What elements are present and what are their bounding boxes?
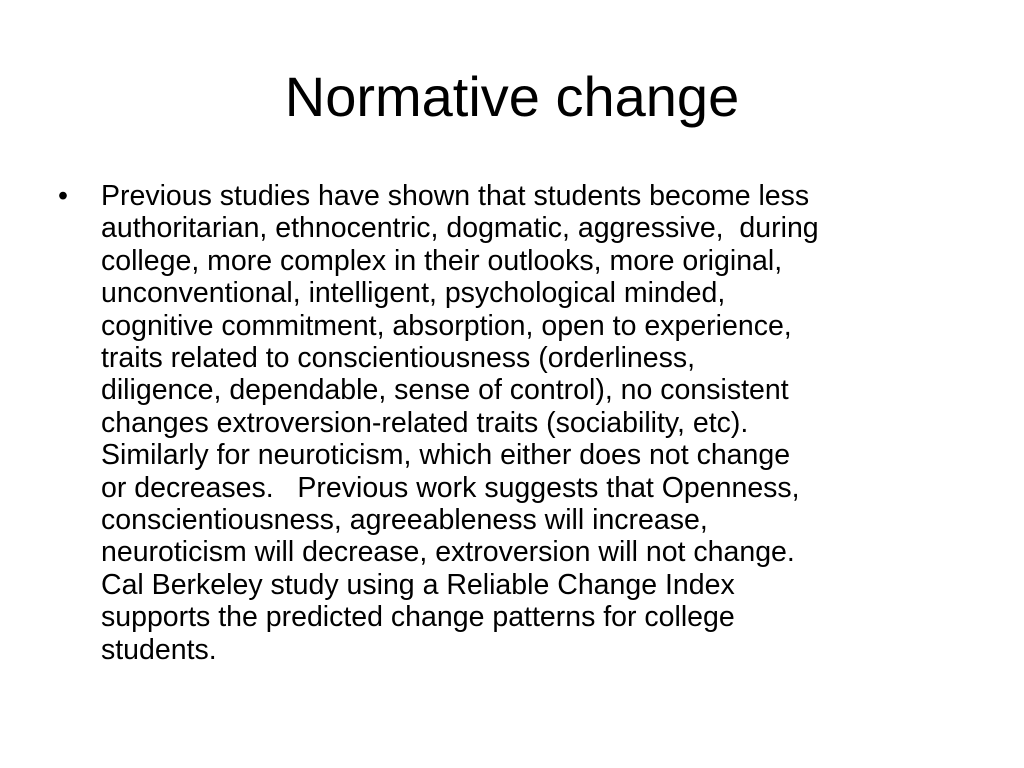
bullet-text-line: diligence, dependable, sense of control), no consistent (101, 374, 789, 407)
bullet-text-line: Similarly for neuroticism, which either does not change (101, 439, 791, 472)
bullet-text-line: cognitive commitment, absorption, open to experience, (101, 309, 792, 342)
bullet-text-line: college, more complex in their outlooks, more original, (101, 244, 783, 277)
bullet-text-line: or decreases. Previous work suggests that Openness, (101, 471, 800, 504)
bullet-list (58, 180, 978, 666)
bullet-text-line: unconventional, intelligent, psychological minded, (101, 277, 726, 310)
bullet-text-line: changes extroversion-related traits (sociability, etc). (101, 406, 749, 439)
bullet-text-line: Cal Berkeley study using a Reliable Change Index (101, 568, 735, 601)
bullet-marker: • (58, 180, 68, 212)
bullet-text-line: supports the predicted change patterns for college (101, 601, 735, 634)
bullet-text-line: traits related to conscientiousness (orderliness, (101, 342, 696, 375)
bullet-text-line: Previous studies have shown that students become less (101, 180, 810, 212)
bullet-text-line: students. (101, 633, 217, 666)
bullet-item (58, 180, 978, 666)
slide-title: Normative change (284, 65, 740, 128)
bullet-text-line: neuroticism will decrease, extroversion will not change. (101, 536, 795, 569)
bullet-text-line: conscientiousness, agreeableness will increase, (101, 504, 708, 537)
bullet-text-line: authoritarian, ethnocentric, dogmatic, aggressive, during (101, 212, 819, 245)
